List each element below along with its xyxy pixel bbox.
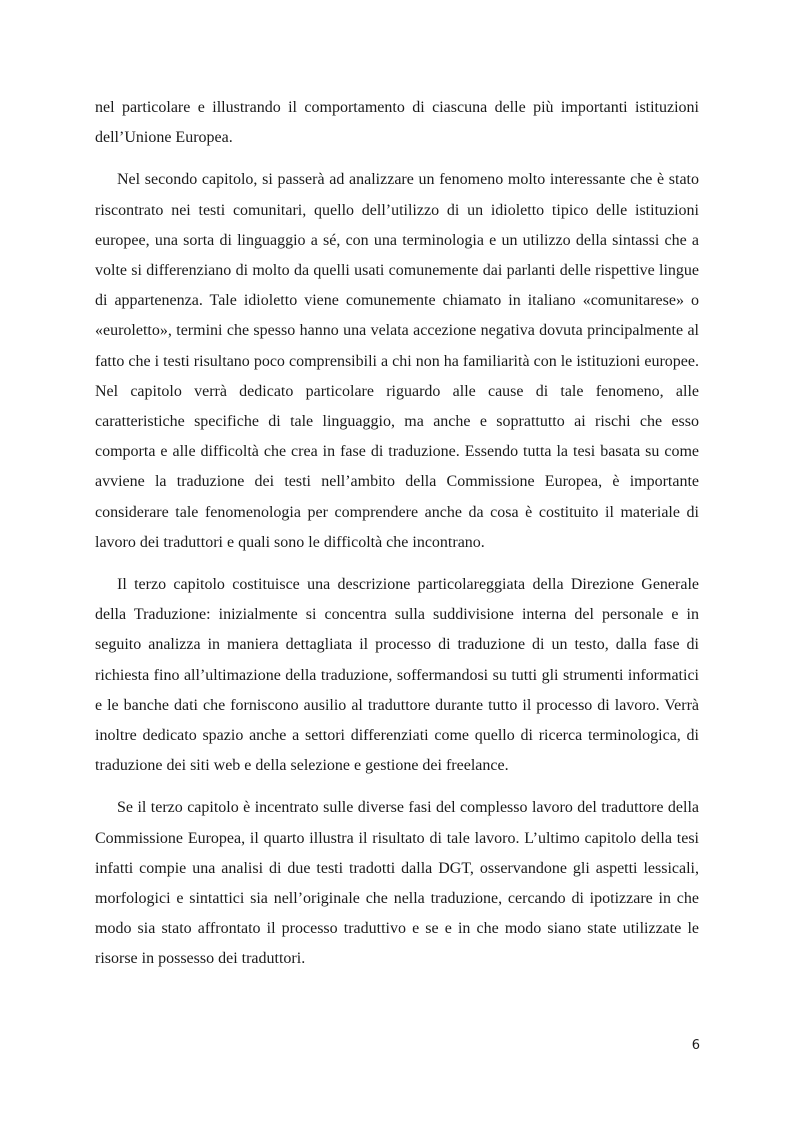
paragraph-third-chapter: Il terzo capitolo costituisce una descrizione particolareggiata della Direzione Generale della Traduzione: inizialmente si concentra sulla suddivisione interna del personale e in seguito analizza in maniera dettagliata il processo di traduzione di un testo, dalla fase di richiesta fino all’ultimazione della traduzione, soffermandosi su tutti gli strumenti informatici e le banche dati che forniscono ausilio al traduttore durante tutto il processo di lavoro. Verrà inoltre dedicato spazio anche a settori differenziati come quello di ricerca terminologica, di traduzione dei siti web e della selezione e gestione dei freelance. <box>95 576 699 775</box>
page-number: 6 <box>691 1038 700 1053</box>
paragraph-second-chapter: Nel secondo capitolo, si passerà ad analizzare un fenomeno molto interessante che è stato riscontrato nei testi comunitari, quello dell’utilizzo di un idioletto tipico delle istituzioni europee, una sorta di linguaggio a sé, con una terminologia e un utilizzo della sintassi che a volte si differenziano di molto da quelli usati comunemente dai parlanti delle rispettive lingue di appartenenza. Tale idioletto viene comunemente chiamato in italiano «comunitarese» o «euroletto», termini che spesso hanno una velata accezione negativa dovuta principalmente al fatto che i testi risultano poco comprensibili a chi non ha familiarità con le istituzioni europee. Nel capitolo verrà dedicato particolare riguardo alle cause di tale fenomeno, alle caratteristiche specifiche di tale linguaggio, ma anche e soprattutto ai rischi che esso comporta e alle difficoltà che crea in fase di traduzione. Essendo tutta la tesi basata su come avviene la traduzione dei testi nell’ambito della Commissione Europea, è importante considerare tale fenomenologia per comprendere anche da cosa è costituito il materiale di lavoro dei traduttori e quali sono le difficoltà che incontrano. <box>95 171 699 551</box>
paragraph-fourth-chapter: Se il terzo capitolo è incentrato sulle diverse fasi del complesso lavoro del traduttore della Commissione Europea, il quarto illustra il risultato di tale lavoro. L’ultimo capitolo della tesi infatti compie una analisi di due testi tradotti dalla DGT, osservandone gli aspetti lessicali, morfologici e sintattici sia nell’originale che nella traduzione, cercando di ipotizzare in che modo sia stato affrontato il processo traduttivo e se e in che modo siano state utilizzate le risorse in possesso dei traduttori. <box>95 799 699 968</box>
document-body <box>95 93 699 987</box>
paragraph-continued: nel particolare e illustrando il comportamento di ciascuna delle più importanti istituzioni dell’Unione Europea. <box>95 99 699 147</box>
